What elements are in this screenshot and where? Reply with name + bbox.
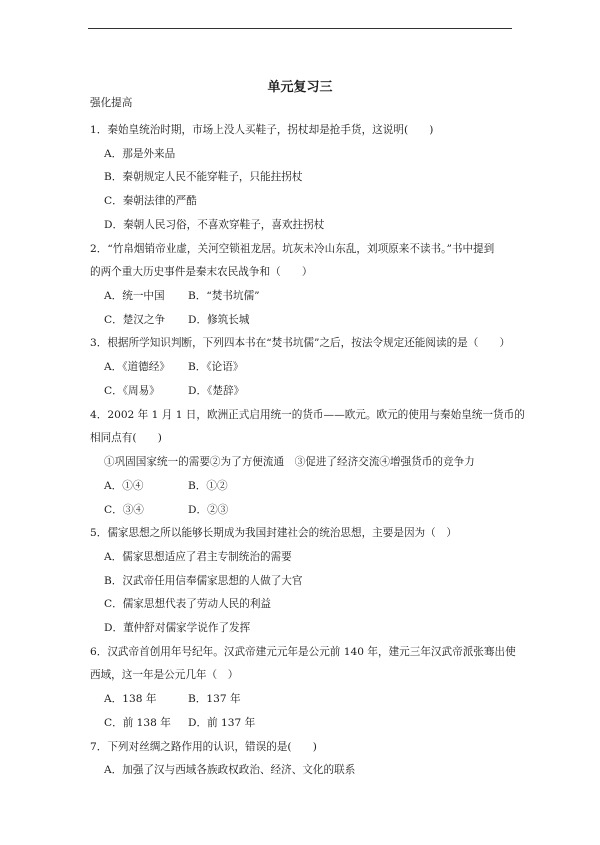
q2-stem-line1: 2．“竹帛烟销帝业虚，关河空锁祖龙居。坑灰未冷山东乱，刘项原来不读书。”书中提到 bbox=[90, 243, 495, 255]
q6-options-row1 bbox=[104, 692, 241, 706]
q6-option-b: B．137 年 bbox=[188, 693, 241, 705]
q6-stem-line1: 6．汉武帝首创用年号纪年。汉武帝建元元年是公元前 140 年，建元三年汉武帝派张骞出使 bbox=[90, 646, 516, 658]
q4-option-a: A．①④ bbox=[104, 480, 144, 492]
q4-option-d: D．②③ bbox=[188, 504, 229, 516]
q5-option-b: B．汉武帝任用信奉儒家思想的人做了大官 bbox=[104, 575, 303, 587]
q2-stem-line2: 的两个重大历史事件是秦末农民战争和（ ） bbox=[90, 266, 313, 278]
q6-option-c: C．前 138 年 bbox=[104, 717, 171, 729]
q3-options-row2 bbox=[104, 384, 244, 398]
q2-option-b: B．“焚书坑儒” bbox=[188, 290, 260, 302]
q6-option-a: A．138 年 bbox=[104, 693, 157, 705]
q1-stem: 1．秦始皇统治时期，市场上没人买鞋子，拐杖却是抢手货，这说明( ) bbox=[90, 124, 434, 136]
q4-stem-line2: 相同点有( ) bbox=[90, 432, 162, 444]
q6-options-row2 bbox=[104, 716, 255, 730]
q3-stem: 3．根据所学知识判断，下列四本书在“焚书坑儒”之后，按法令规定还能阅读的是（ ） bbox=[90, 337, 511, 349]
q6-option-d: D．前 137 年 bbox=[188, 717, 256, 729]
q2-option-a: A．统一中国 bbox=[104, 290, 165, 302]
q3-option-a: A．《道德经》 bbox=[104, 361, 170, 373]
q5-stem: 5．儒家思想之所以能够长期成为我国封建社会的统治思想，主要是因为（ ） bbox=[90, 527, 457, 539]
q3-option-b: B．《论语》 bbox=[188, 361, 244, 373]
q4-options-row2 bbox=[104, 503, 228, 517]
q2-option-d: D．修筑长城 bbox=[188, 314, 250, 326]
q5-option-c: C．儒家思想代表了劳动人民的利益 bbox=[104, 598, 272, 610]
q1-option-c: C．秦朝法律的严酷 bbox=[104, 195, 197, 207]
q2-options-row2 bbox=[104, 313, 249, 327]
q1-option-d: D．秦朝人民习俗，不喜欢穿鞋子，喜欢拄拐杖 bbox=[104, 219, 325, 231]
q4-options-row1 bbox=[104, 479, 228, 493]
q4-option-c: C．③④ bbox=[104, 504, 144, 516]
q1-option-b: B．秦朝规定人民不能穿鞋子，只能拄拐杖 bbox=[104, 171, 303, 183]
q5-option-d: D．董仲舒对儒家学说作了发挥 bbox=[104, 622, 251, 634]
q3-option-d: D．《楚辞》 bbox=[188, 385, 245, 397]
header-rule bbox=[88, 28, 512, 29]
q4-stem-line1: 4．2002 年 1 月 1 日，欧洲正式启用统一的货币——欧元。欧元的使用与秦始皇统一货币的 bbox=[90, 409, 525, 421]
page-title: 单元复习三 bbox=[267, 80, 333, 95]
q3-option-c: C．《周易》 bbox=[104, 385, 160, 397]
q7-stem: 7．下列对丝绸之路作用的认识，错误的是( ) bbox=[90, 741, 317, 753]
q6-stem-line2: 西域，这一年是公元几年（ ） bbox=[90, 669, 239, 681]
q4-items: ①巩固国家统一的需要②为了方便流通 ③促进了经济交流④增强货币的竞争力 bbox=[104, 456, 475, 468]
q5-option-a: A．儒家思想适应了君主专制统治的需要 bbox=[104, 551, 292, 563]
q3-options-row1 bbox=[104, 360, 243, 374]
q1-option-a: A．那是外来品 bbox=[104, 148, 176, 160]
section-heading: 强化提高 bbox=[90, 97, 133, 109]
q2-option-c: C．楚汉之争 bbox=[104, 314, 166, 326]
q2-options-row1 bbox=[104, 289, 260, 303]
q4-option-b: B．①② bbox=[188, 480, 228, 492]
q7-option-a: A．加强了汉与西域各族政权政治、经济、文化的联系 bbox=[104, 764, 356, 776]
